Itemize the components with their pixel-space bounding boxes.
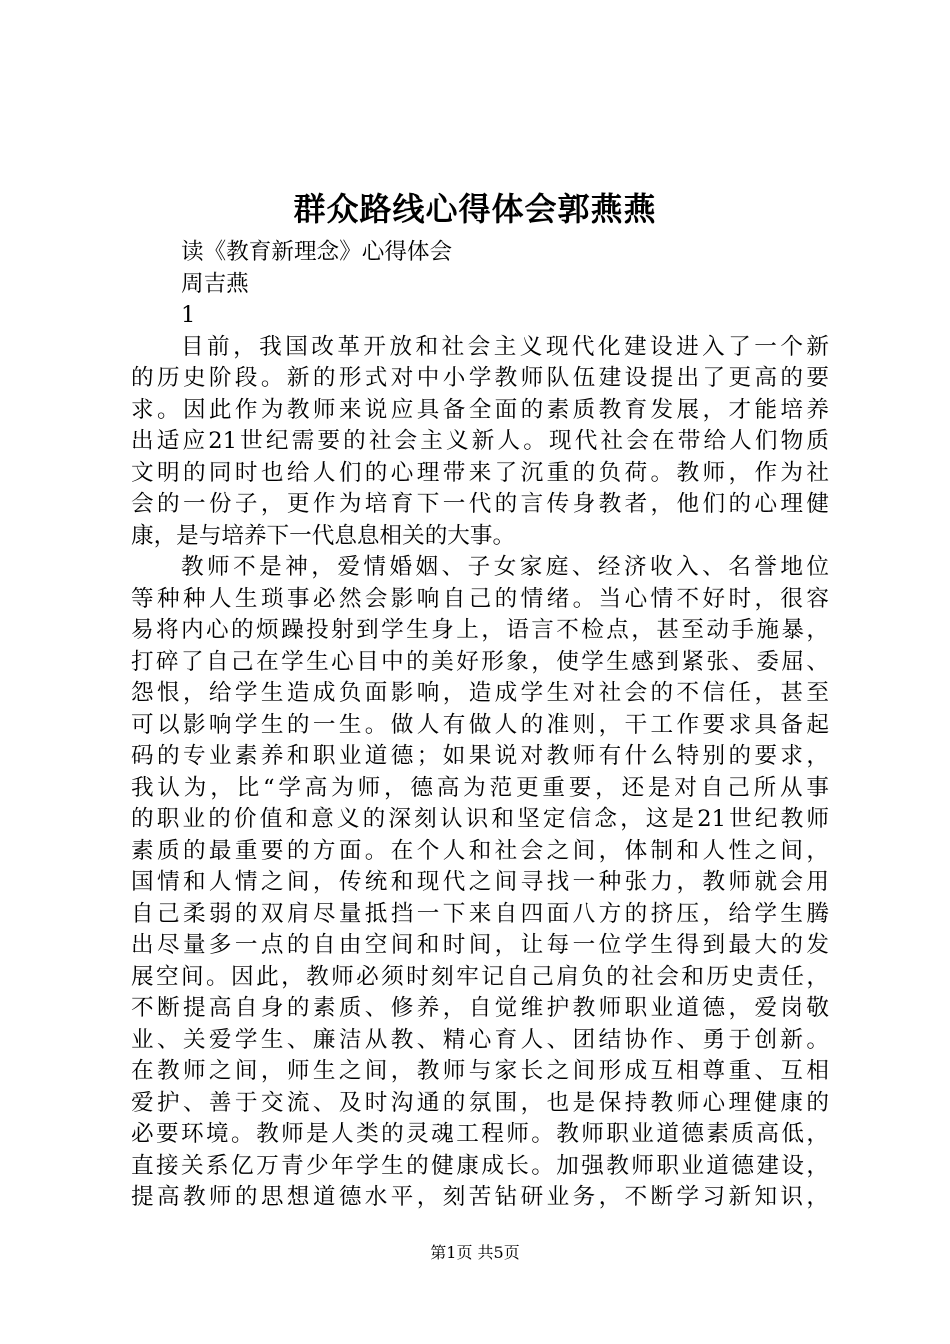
text-line: 的历史阶段。新的形式对中小学教师队伍建设提出了更高的要 xyxy=(131,365,829,391)
text-line: 可以影响学生的一生。做人有做人的准则，干工作要求具备起 xyxy=(131,711,829,738)
text-line: 在教师之间，师生之间，教师与家长之间形成互相尊重、互相 xyxy=(131,1058,829,1084)
text-line: 会的一份子，更作为培育下一代的言传身教者，他们的心理健 xyxy=(131,491,829,517)
page-number-footer: 第1页 共5页 xyxy=(430,1243,520,1262)
text-line: 国情和人情之间，传统和现代之间寻找一种张力，教师就会用 xyxy=(131,869,829,895)
text-line: 目前，我国改革开放和社会主义现代化建设进入了一个新 xyxy=(181,333,829,360)
text-line: 出适应21世纪需要的社会主义新人。现代社会在带给人们物质 xyxy=(131,428,829,454)
text-line: 康，是与培养下一代息息相关的大事。 xyxy=(131,522,516,549)
document-title: 群众路线心得体会郭燕燕 xyxy=(293,190,657,228)
text-line: 提高教师的思想道德水平，刻苦钻研业务，不断学习新知识， xyxy=(131,1184,829,1210)
subtitle: 读《教育新理念》心得体会 xyxy=(181,239,453,265)
text-line: 素质的最重要的方面。在个人和社会之间，体制和人性之间， xyxy=(131,837,829,864)
text-line: 易将内心的烦躁投射到学生身上，语言不检点，甚至动手施暴， xyxy=(131,617,829,643)
text-line: 必要环境。教师是人类的灵魂工程师。教师职业道德素质高低， xyxy=(131,1121,829,1147)
paragraph-1 xyxy=(131,332,829,553)
text-line: 业、关爱学生、廉洁从教、精心育人、团结协作、勇于创新。 xyxy=(131,1026,829,1053)
section-number: 1 xyxy=(181,302,196,328)
text-line: 出尽量多一点的自由空间和时间，让每一位学生得到最大的发 xyxy=(131,932,829,958)
paragraph-2 xyxy=(131,552,829,1214)
text-line: 文明的同时也给人们的心理带来了沉重的负荷。教师，作为社 xyxy=(131,459,829,486)
text-line: 展空间。因此，教师必须时刻牢记自己肩负的社会和历史责任， xyxy=(131,963,829,990)
author-name: 周吉燕 xyxy=(181,270,249,297)
text-line: 怨恨，给学生造成负面影响，造成学生对社会的不信任，甚至 xyxy=(131,680,829,706)
text-line: 爱护、善于交流、及时沟通的氛围，也是保持教师心理健康的 xyxy=(131,1089,829,1116)
text-line: 自己柔弱的双肩尽量抵挡一下来自四面八方的挤压，给学生腾 xyxy=(131,900,829,927)
text-line: 求。因此作为教师来说应具备全面的素质教育发展，才能培养 xyxy=(131,396,829,423)
text-line: 等种种人生琐事必然会影响自己的情绪。当心情不好时，很容 xyxy=(131,585,829,612)
text-line: 不断提高自身的素质、修养，自觉维护教师职业道德，爱岗敬 xyxy=(131,995,829,1021)
text-line: 教师不是神，爱情婚姻、子女家庭、经济收入、名誉地位 xyxy=(181,554,829,580)
text-line: 码的专业素养和职业道德；如果说对教师有什么特别的要求， xyxy=(131,743,829,769)
text-line: 打碎了自己在学生心目中的美好形象，使学生感到紧张、委屈、 xyxy=(131,648,829,675)
text-line: 我认为，比“学高为师，德高为范更重要，还是对自己所从事 xyxy=(131,774,829,801)
text-line: 直接关系亿万青少年学生的健康成长。加强教师职业道德建设， xyxy=(131,1152,829,1179)
text-line: 的职业的价值和意义的深刻认识和坚定信念，这是21世纪教师 xyxy=(131,806,829,832)
document-body xyxy=(131,237,829,1214)
